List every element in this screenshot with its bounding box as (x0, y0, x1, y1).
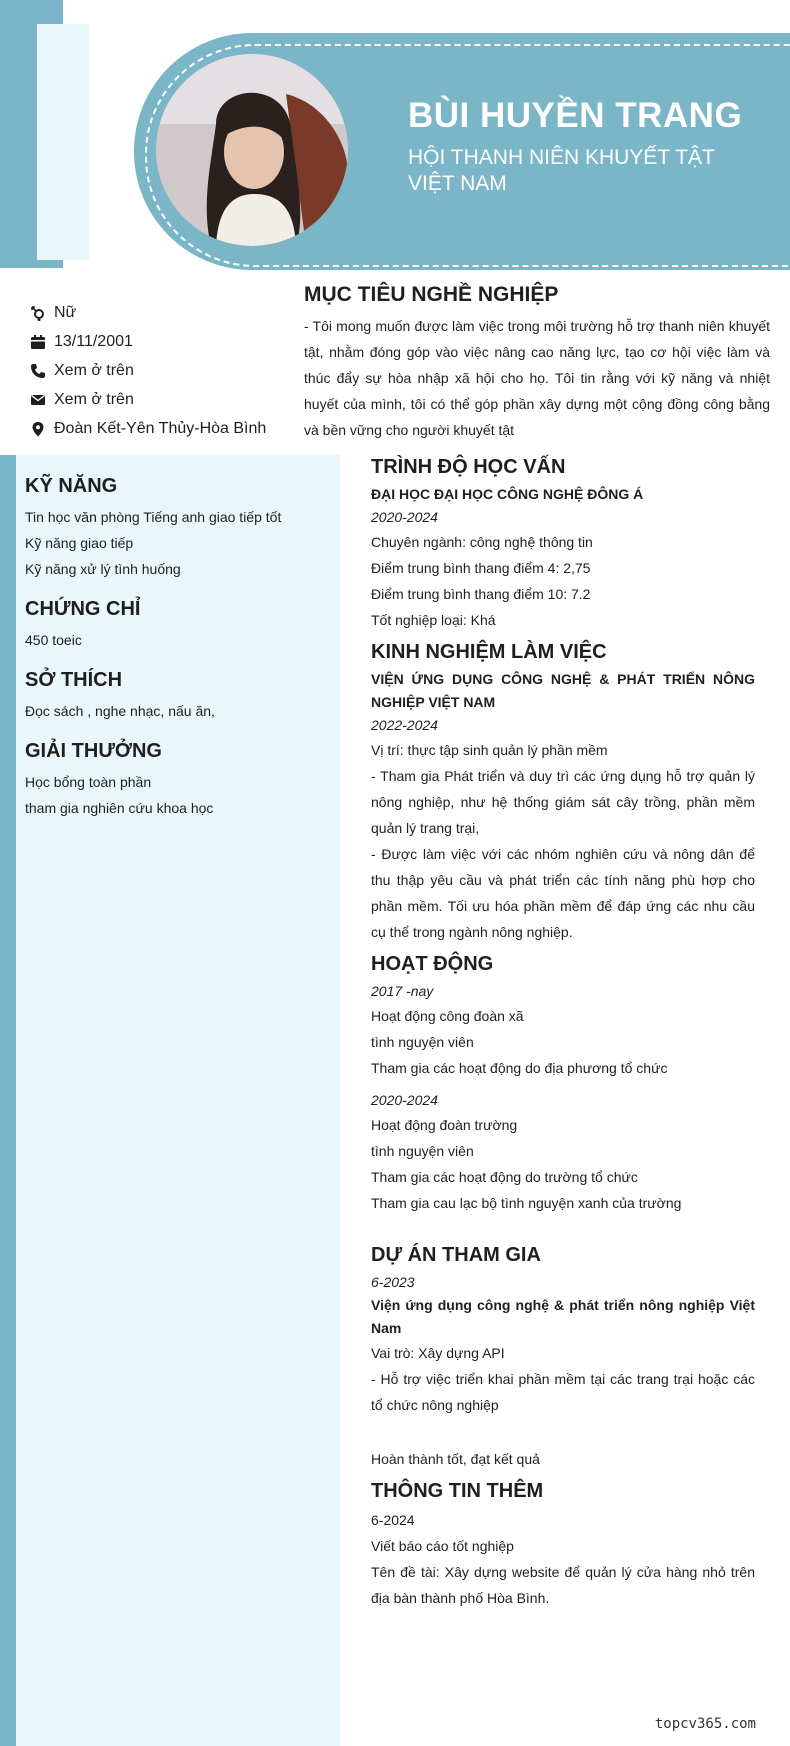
education-major: Chuyên ngành: công nghệ thông tin (371, 534, 593, 550)
experience-company: VIỆN ỨNG DỤNG CÔNG NGHỆ & PHÁT TRIỂN NÔNG NGHIỆP VIỆT NAM (371, 671, 755, 710)
sidebar (25, 475, 325, 837)
contact-birthday (30, 327, 290, 356)
calendar-icon (30, 334, 46, 350)
awards-section (25, 740, 325, 821)
hobbies-title: SỞ THÍCH (25, 669, 123, 691)
education-school: ĐẠI HỌC ĐẠI HỌC CÔNG NGHỆ ĐÔNG Á (371, 486, 644, 502)
projects-section (371, 1244, 755, 1472)
certificates-section (25, 598, 325, 653)
contact-gender (30, 298, 290, 327)
profile-photo (156, 54, 348, 246)
activity-period: 2017 -nay (371, 983, 434, 999)
watermark: topcv365.com (654, 1716, 756, 1732)
hobby-item: Đọc sách , nghe nhạc, nấu ăn, (25, 703, 215, 719)
gender-text: Nữ (54, 303, 77, 321)
project-result: Hoàn thành tốt, đạt kết quả (371, 1451, 540, 1467)
project-desc: - Hỗ trợ việc triển khai phần mềm tại các trang trại hoặc các tổ chức nông nghiệp (371, 1371, 755, 1413)
phone-icon (30, 363, 46, 379)
activities-section (371, 953, 755, 1216)
contact-address (30, 414, 290, 443)
objective-text: - Tôi mong muốn được làm việc trong môi trường hỗ trợ thanh niên khuyết tật, nhằm đóng góp vào việc nâng cao năng lực, tạo cơ hội việc làm và thúc đẩy sự hòa nhập xã hội cho họ. Tôi tin rằng với kỹ năng và nhiệt huyết của mình, tôi có thể góp phần xây dựng một cộng đồng công bằng và bền vững cho người khuyết tật (304, 318, 770, 438)
project-role: Vai trò: Xây dựng API (371, 1345, 505, 1361)
award-item: tham gia nghiên cứu khoa học (25, 800, 214, 816)
left-accent-bar-lower (0, 455, 16, 1746)
skills-section (25, 475, 325, 582)
experience-role: Vị trí: thực tập sinh quản lý phần mềm (371, 742, 608, 758)
envelope-icon (30, 392, 46, 408)
candidate-name: BÙI HUYỀN TRANG (408, 96, 743, 135)
education-gpa4: Điểm trung bình thang điểm 4: 2,75 (371, 560, 591, 576)
skill-item: Tin học văn phòng Tiếng anh giao tiếp tốt (25, 509, 282, 525)
skills-title: KỸ NĂNG (25, 475, 118, 497)
objective-title: MỤC TIÊU NGHỀ NGHIỆP (304, 283, 559, 306)
extra-section (371, 1480, 755, 1611)
activities-title: HOẠT ĐỘNG (371, 953, 494, 975)
activity-line: Hoạt động đoàn trường (371, 1117, 518, 1133)
contact-info (30, 298, 290, 443)
certificates-title: CHỨNG CHỈ (25, 598, 141, 620)
projects-title: DỰ ÁN THAM GIA (371, 1244, 541, 1266)
experience-section (371, 641, 755, 945)
contact-phone (30, 356, 290, 385)
light-accent-strip (37, 24, 89, 260)
education-gpa10: Điểm trung bình thang điểm 10: 7.2 (371, 586, 591, 602)
activity-line: Tham gia các hoạt động do trường tổ chức (371, 1169, 638, 1185)
education-title: TRÌNH ĐỘ HỌC VẤN (371, 456, 566, 478)
education-rank: Tốt nghiệp loại: Khá (371, 612, 496, 628)
extra-line: Tên đề tài: Xây dựng website để quản lý cửa hàng nhỏ trên địa bàn thành phố Hòa Bình. (371, 1564, 755, 1606)
experience-desc: - Được làm việc với các nhóm nghiên cứu và nông dân để thu thập yêu cầu và phát triển các tính năng phù hợp cho phần mềm. Tối ưu hóa phần mềm để đáp ứng các nhu cầu cụ thể trong ngành nông nghiệp. (371, 846, 755, 940)
experience-desc: - Tham gia Phát triển và duy trì các ứng dụng hỗ trợ quản lý nông nghiệp, như hệ thống giám sát cây trồng, phần mềm quản lý trang trại, (371, 768, 755, 836)
birthday-text: 13/11/2001 (54, 332, 133, 350)
gender-icon (30, 305, 46, 321)
extra-line: Viết báo cáo tốt nghiệp (371, 1538, 514, 1554)
main-column (371, 456, 755, 1611)
phone-text: Xem ở trên (54, 361, 134, 379)
career-objective (304, 283, 770, 443)
experience-period: 2022-2024 (371, 717, 438, 733)
map-pin-icon (30, 421, 46, 437)
contact-email (30, 385, 290, 414)
experience-title: KINH NGHIỆM LÀM VIỆC (371, 641, 607, 663)
activity-line: Tham gia cau lạc bộ tình nguyện xanh của trường (371, 1195, 682, 1211)
activity-line: tình nguyện viên (371, 1034, 474, 1050)
education-section (371, 456, 755, 633)
awards-title: GIẢI THƯỞNG (25, 740, 162, 762)
certificate-item: 450 toeic (25, 632, 82, 648)
activity-line: Hoạt động công đoàn xã (371, 1008, 524, 1024)
email-text: Xem ở trên (54, 390, 134, 408)
project-org: Viện ứng dụng công nghệ & phát triển nông nghiệp Việt Nam (371, 1297, 755, 1336)
activity-line: Tham gia các hoạt động do địa phương tổ chức (371, 1060, 668, 1076)
activity-period: 2020-2024 (371, 1092, 438, 1108)
skill-item: Kỹ năng giao tiếp (25, 535, 134, 551)
education-period: 2020-2024 (371, 509, 438, 525)
extra-period: 6-2024 (371, 1512, 415, 1528)
award-item: Học bổng toàn phần (25, 774, 152, 790)
address-text: Đoàn Kết-Yên Thủy-Hòa Bình (54, 419, 267, 437)
activity-line: tình nguyện viên (371, 1143, 474, 1159)
candidate-position: HỘI THANH NIÊN KHUYẾT TẬT VIỆT NAM (408, 146, 715, 195)
hobbies-section (25, 669, 325, 724)
skill-item: Kỹ năng xử lý tình huống (25, 561, 181, 577)
extra-title: THÔNG TIN THÊM (371, 1480, 544, 1502)
project-period: 6-2023 (371, 1274, 415, 1290)
